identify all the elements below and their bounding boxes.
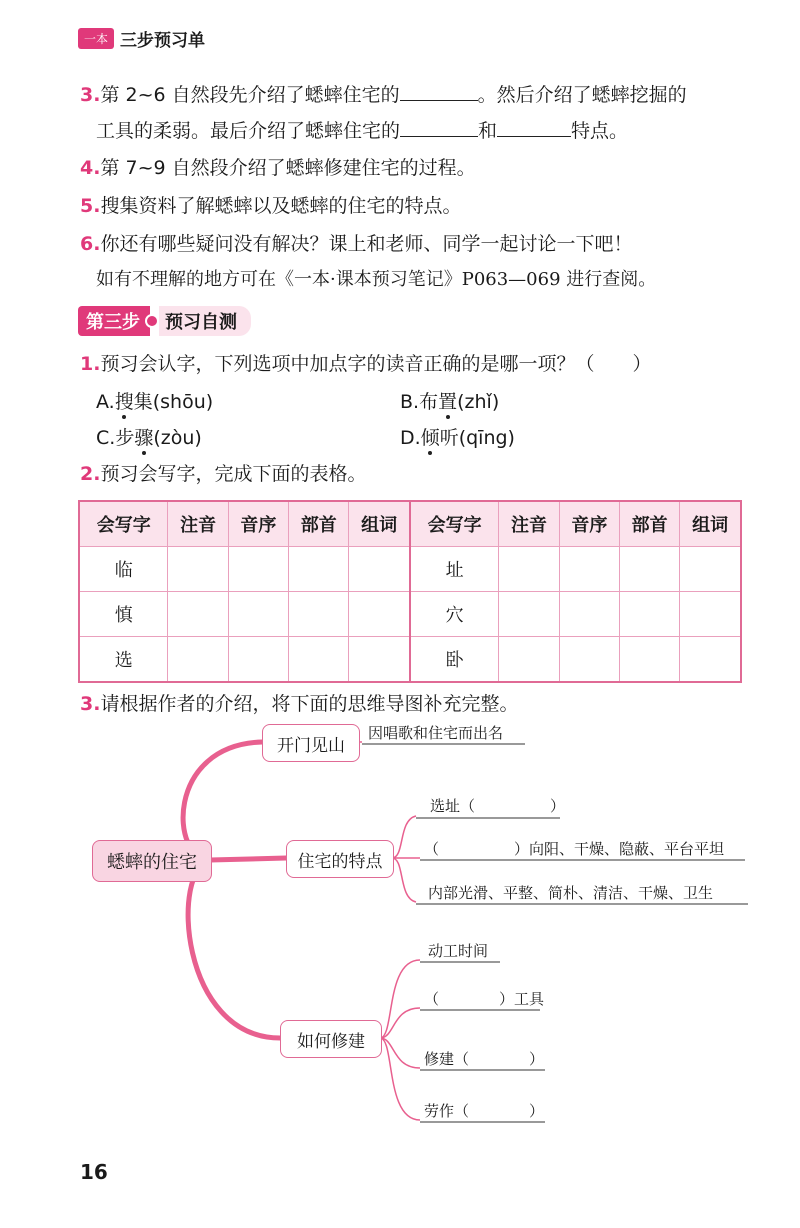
question-number: 3. (80, 84, 101, 106)
option-text: (zòu) (153, 427, 202, 449)
brand-logo: 一本 (78, 28, 114, 49)
question-number: 3. (80, 693, 101, 715)
step-tag: 第三步 (78, 306, 150, 336)
reference-note: 如有不理解的地方可在《一本·课本预习笔记》P063—069 进行查阅。 (96, 269, 657, 290)
table-char: 选 (79, 637, 168, 683)
mindmap-leaf: 内部光滑、平整、简朴、清洁、干燥、卫生 (428, 884, 714, 902)
question-text: 你还有哪些疑问没有解决？课上和老师、同学一起讨论一下吧！ (100, 233, 633, 255)
table-header: 部首 (620, 501, 680, 547)
mindmap-leaf[interactable]: 修建（ ） (424, 1050, 545, 1068)
question-number: 5. (80, 195, 101, 217)
dotted-char: 倾 (420, 427, 440, 449)
option-text: 听(qīng) (439, 427, 515, 449)
table-header: 会写字 (410, 501, 499, 547)
mindmap-leaf[interactable]: 选址（ ） (430, 797, 566, 815)
option-label: B. (400, 391, 420, 413)
step-title: 预习自测 (159, 306, 251, 336)
option-label: A. (96, 391, 115, 413)
question-number: 2. (80, 463, 101, 485)
dotted-char: 搜 (114, 391, 134, 413)
mindmap-leaf: 动工时间 (428, 942, 489, 960)
mindmap-branch-2: 住宅的特点 (286, 840, 394, 878)
question-number: 6. (80, 233, 101, 255)
table-header: 组词 (680, 501, 741, 547)
header-title: 三步预习单 (120, 31, 206, 51)
dotted-char: 置 (438, 391, 458, 413)
option-text: 集(shōu) (133, 391, 214, 413)
question-text: 第 2~6 自然段先介绍了蟋蟀住宅的 (100, 84, 400, 106)
page-number: 16 (80, 1160, 108, 1184)
mindmap-leaf[interactable]: （ ）工具 (424, 990, 545, 1008)
option-text: 布 (419, 391, 439, 413)
question-text: 第 7~9 自然段介绍了蟋蟀修建住宅的过程。 (100, 157, 476, 179)
table-header: 部首 (289, 501, 349, 547)
question-text: 搜集资料了解蟋蟀以及蟋蟀的住宅的特点。 (100, 195, 462, 217)
mindmap-leaf: 因唱歌和住宅而出名 (368, 724, 504, 742)
question-text: 。然后介绍了蟋蟀挖掘的 (477, 84, 687, 106)
table-char: 穴 (410, 592, 499, 637)
mindmap-branch-3: 如何修建 (280, 1020, 382, 1058)
table-char: 卧 (410, 637, 499, 683)
table-header: 会写字 (79, 501, 168, 547)
table-header: 注音 (499, 501, 559, 547)
mindmap-branch-1: 开门见山 (262, 724, 360, 762)
question-number: 4. (80, 157, 101, 179)
mindmap-leaf[interactable]: 劳作（ ） (424, 1102, 545, 1120)
question-text: 特点。 (571, 120, 629, 142)
question-number: 1. (80, 353, 101, 375)
branch-curve (188, 860, 280, 1038)
question-text: 和 (478, 120, 498, 142)
table-header: 音序 (228, 501, 288, 547)
table-char: 临 (79, 547, 168, 592)
mindmap-root: 蟋蟀的住宅 (92, 840, 212, 882)
branch-curve (210, 858, 286, 860)
option-label: C. (96, 427, 116, 449)
table-header: 注音 (168, 501, 228, 547)
option-label: D. (400, 427, 421, 449)
mindmap-leaf[interactable]: （ ）向阳、干燥、隐蔽、平台平坦 (424, 840, 725, 858)
table-header: 音序 (559, 501, 619, 547)
question-text: 工具的柔弱。最后介绍了蟋蟀住宅的 (96, 120, 401, 142)
question-text: 预习会认字，下列选项中加点字的读音正确的是哪一项？（ ） (100, 353, 652, 375)
table-header: 组词 (349, 501, 410, 547)
question-text: 预习会写字，完成下面的表格。 (100, 463, 367, 485)
question-text: 请根据作者的介绍，将下面的思维导图补充完整。 (100, 693, 519, 715)
table-char: 慎 (79, 592, 168, 637)
table-char: 址 (410, 547, 499, 592)
option-text: (zhǐ) (457, 391, 500, 413)
dotted-char: 骤 (134, 427, 154, 449)
option-text: 步 (115, 427, 135, 449)
